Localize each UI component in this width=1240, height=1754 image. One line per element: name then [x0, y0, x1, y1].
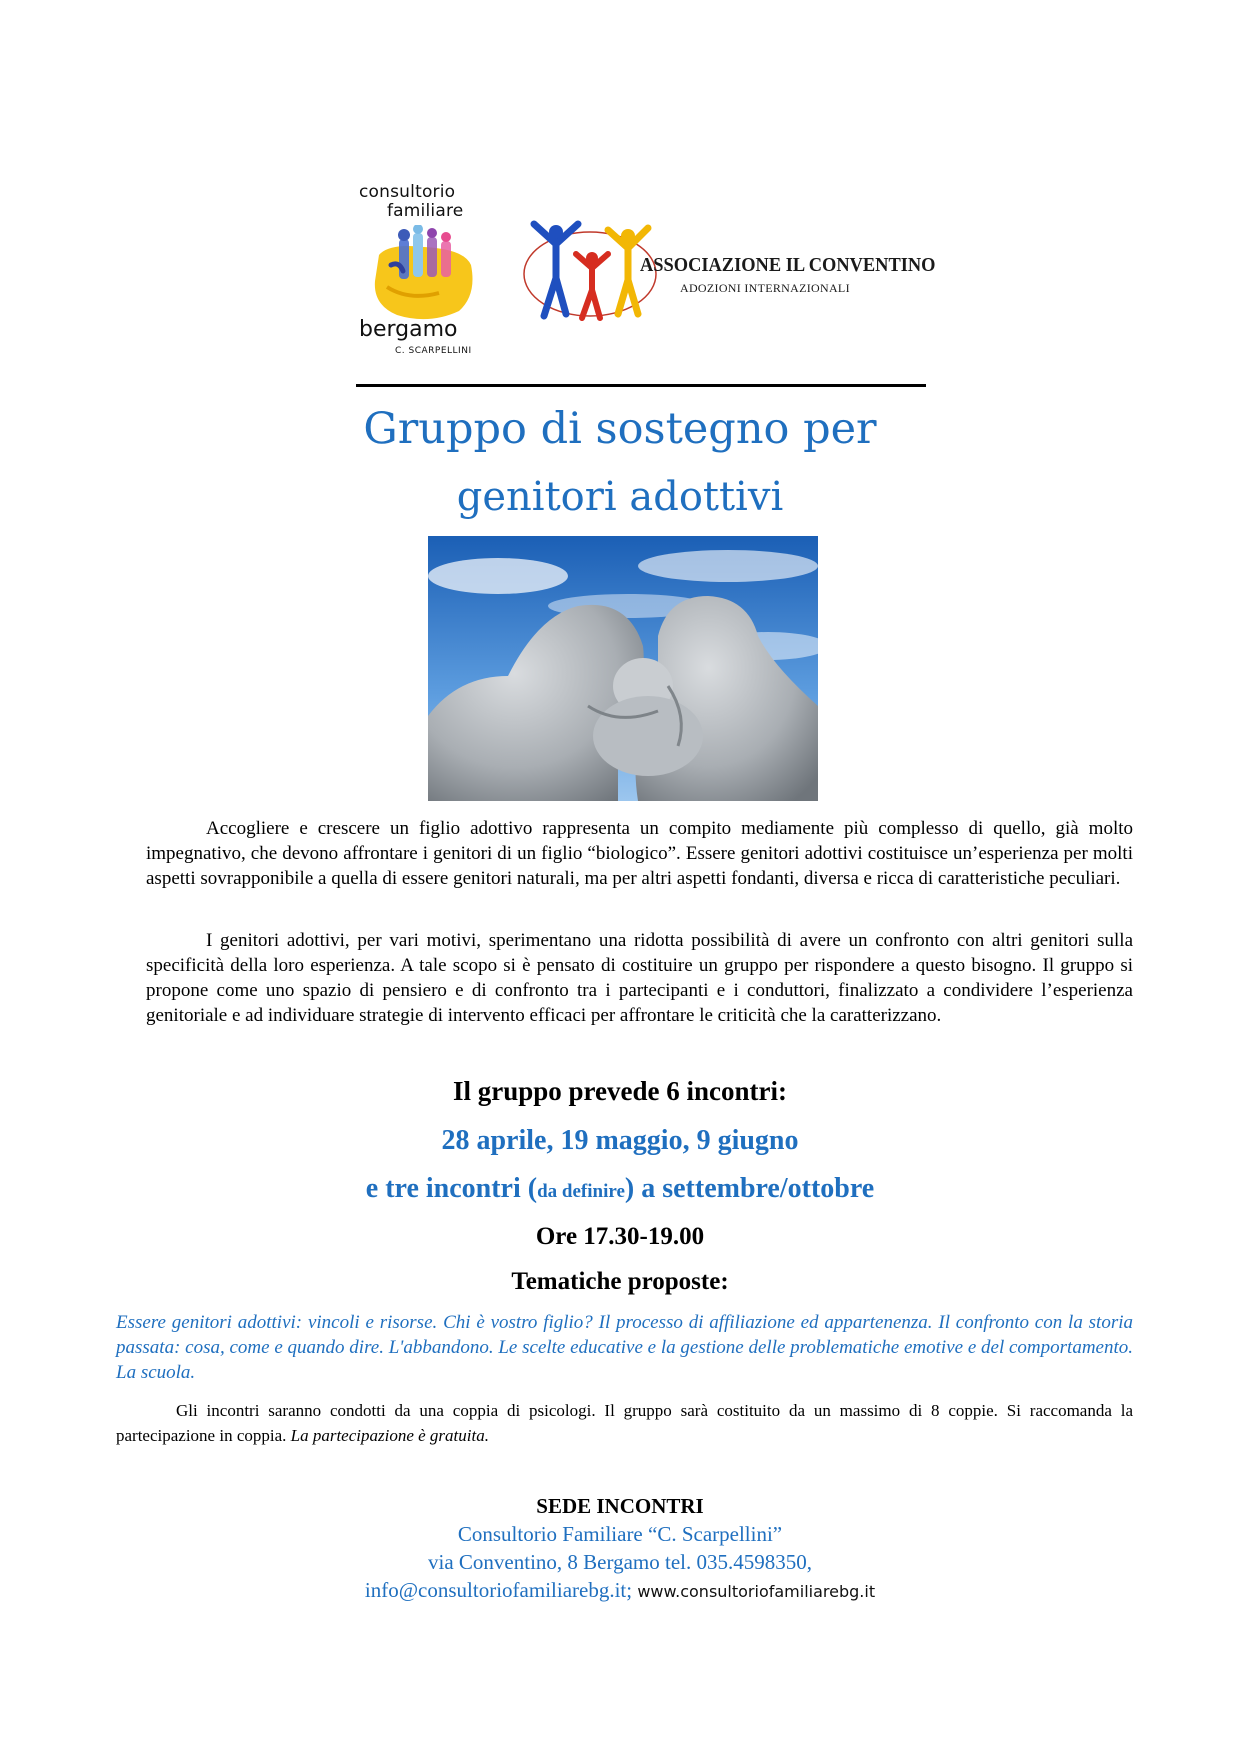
title-line2: genitori adottivi [456, 474, 784, 520]
header-divider [356, 384, 926, 387]
consultorio-logo-line2: familiare [387, 201, 464, 221]
autumn-meetings-suffix: ) a settembre/ottobre [624, 1173, 875, 1204]
title-line1: Gruppo di sostegno per [363, 404, 877, 454]
notes-paragraph [116, 1398, 1133, 1448]
autumn-meetings [0, 1173, 1240, 1205]
consultorio-logo-line1: consultorio [359, 182, 456, 202]
autumn-meetings-tbd: da definire [537, 1181, 625, 1202]
associazione-logo-sub: ADOZIONI INTERNAZIONALI [680, 281, 850, 295]
topics-heading: Tematiche proposte: [511, 1268, 729, 1295]
associazione-logo [520, 218, 936, 328]
meeting-time: Ore 17.30-19.00 [535, 1223, 705, 1250]
intro-paragraph: Accogliere e crescere un figlio adottivo rappresenta un compito mediamente più complesso di quello, già molto impegnativo, che devono affrontare i genitori di un figlio “biologico”. Essere genitori adottivi costituisce un’esperienza per molti aspetti sovrapponibile a quella di essere genitori naturali, ma per altri aspetti fondanti, diversa e ricca di caratteristiche peculiari. [146, 818, 1133, 889]
venue-website-link[interactable]: www.consultoriofamiliarebg.it [637, 1582, 876, 1601]
notes-text: Gli incontri saranno condotti da una coppia di psicologi. Il gruppo sarà costituito da un massimo di 8 coppie. Si raccomanda la partecipazione in coppia. [116, 1401, 1133, 1445]
notes-free-participation: La partecipazione è gratuita. [290, 1426, 489, 1445]
purpose-paragraph: I genitori adottivi, per vari motivi, sperimentano una ridotta possibilità di avere un confronto con altri genitori sulla specificità della loro esperienza. A tale scopo si è pensato di costituire un gruppo per rispondere a questo bisogno. Il gruppo si propone come uno spazio di pensiero e di confronto tra i partecipanti e i conduttori, finalizzato a condividere l’esperienza genitoriale e ad individuare strategie di intervento efficaci per affrontare le criticità che la caratterizzano. [146, 930, 1133, 1026]
topics-text: Essere genitori adottivi: vincoli e risorse. Chi è vostro figlio? Il processo di affiliazione ed appartenenza. Il confronto con la storia passata: cosa, come e quando dire. L'abbandono. Le scelte educative e la gestione delle problematiche emotive e del comportamento. La scuola. [116, 1312, 1133, 1383]
consultorio-logo-graphic [369, 225, 481, 325]
associazione-logo-graphic [520, 218, 660, 328]
meeting-dates: 28 aprile, 19 maggio, 9 giugno [441, 1125, 799, 1156]
venue-address: via Conventino, 8 Bergamo tel. 035.4598350, [428, 1550, 812, 1574]
associazione-logo-name: ASSOCIAZIONE IL CONVENTINO [640, 254, 936, 276]
consultorio-logo-sub: C. SCARPELLINI [395, 346, 472, 356]
consultorio-logo [355, 183, 495, 358]
meetings-heading: Il gruppo prevede 6 incontri: [452, 1076, 787, 1106]
sculpture-photo [428, 536, 818, 801]
consultorio-logo-city: bergamo [359, 317, 458, 342]
venue-heading: SEDE INCONTRI [536, 1494, 704, 1518]
venue-name: Consultorio Familiare “C. Scarpellini” [457, 1522, 783, 1546]
venue-contacts [0, 1578, 1240, 1603]
consultorio-logo-text [359, 183, 463, 221]
autumn-meetings-prefix: e tre incontri ( [365, 1173, 538, 1204]
venue-email-link[interactable]: info@consultoriofamiliarebg.it; [364, 1578, 633, 1602]
